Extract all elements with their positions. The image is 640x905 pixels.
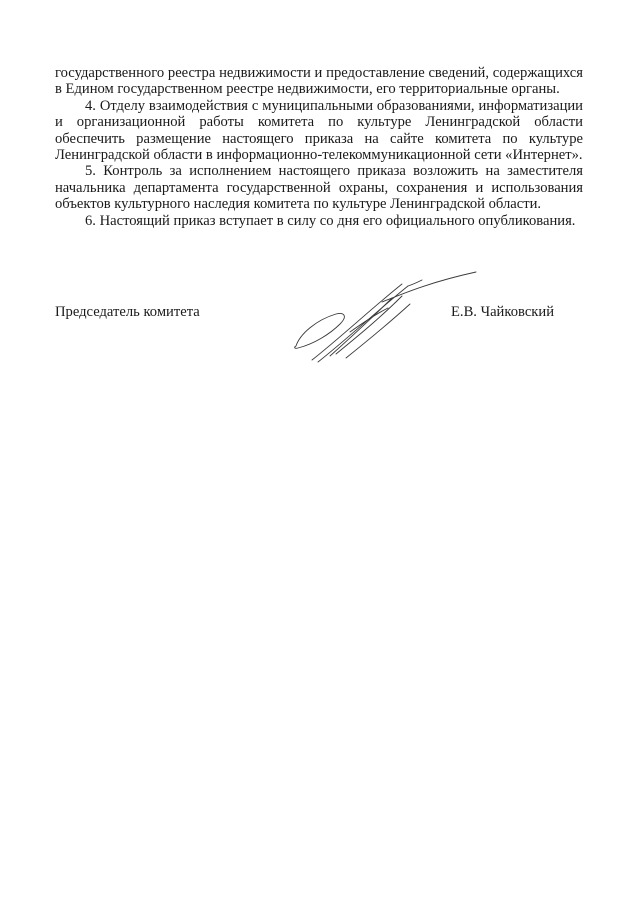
signer-title: Председатель комитета	[55, 304, 200, 320]
paragraph-item-6: 6. Настоящий приказ вступает в силу со дня его официального опубликования.	[85, 212, 576, 229]
paragraph-item-5: 5. Контроль за исполнением настоящего приказа возложить на заместителя начальника департамента государственной охраны, сохранения и использования объектов культурного наследия комитета по культуре Ленинградской области.	[55, 163, 583, 213]
signer-name: Е.В. Чайковский	[451, 304, 555, 320]
paragraph-item-4: 4. Отделу взаимодействия с муниципальными образованиями, информатизации и организационной работы комитета по культуре Ленинградской области обеспечить размещение настоящего приказа на сайте комитета по культуре Ленинградской области в информационно-телекоммуникационной сети «Интернет».	[55, 97, 583, 164]
paragraph-continuation: государственного реестра недвижимости и предоставление сведений, содержащихся в Едином государственном реестре недвижимости, его территориальные органы.	[55, 65, 583, 98]
handwritten-signature	[290, 268, 480, 368]
document-body	[55, 65, 583, 229]
